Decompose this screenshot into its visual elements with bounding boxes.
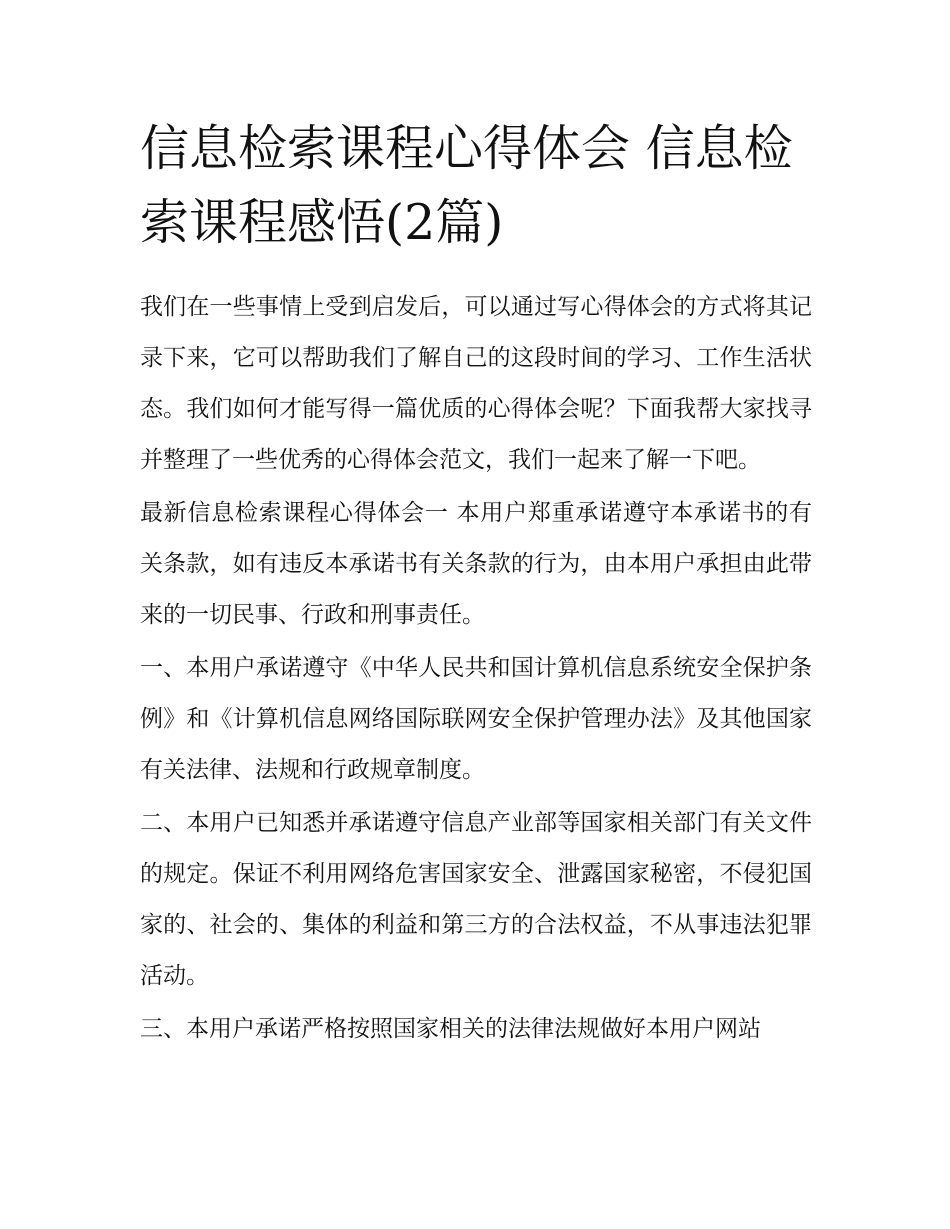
- commitment-paragraph: 最新信息检索课程心得体会一 本用户郑重承诺遵守本承诺书的有关条款，如有违反本承诺书有关条款的行为，由本用户承担由此带来的一切民事、行政和刑事责任。: [140, 500, 812, 628]
- clause-three-paragraph: 三、本用户承诺严格按照国家相关的法律法规做好本用户网站: [140, 1016, 761, 1042]
- document-content: [140, 112, 812, 1057]
- clause-one-paragraph: 一、本用户承诺遵守《中华人民共和国计算机信息系统安全保护条例》和《计算机信息网络国际联网安全保护管理办法》及其他国家有关法律、法规和行政规章制度。: [140, 655, 812, 783]
- document-body: [140, 282, 812, 1055]
- intro-paragraph: 我们在一些事情上受到启发后，可以通过写心得体会的方式将其记录下来，它可以帮助我们了解自己的这段时间的学习、工作生活状态。我们如何才能写得一篇优质的心得体会呢？下面我帮大家找寻并整理了一些优秀的心得体会范文，我们一起来了解一下吧。: [140, 294, 812, 473]
- document-title: 信息检索课程心得体会 信息检索课程感悟(2篇): [140, 120, 793, 251]
- clause-two-paragraph: 二、本用户已知悉并承诺遵守信息产业部等国家相关部门有关文件的规定。保证不利用网络危害国家安全、泄露国家秘密，不侵犯国家的、社会的、集体的利益和第三方的合法权益，不从事违法犯罪活动。: [140, 810, 812, 989]
